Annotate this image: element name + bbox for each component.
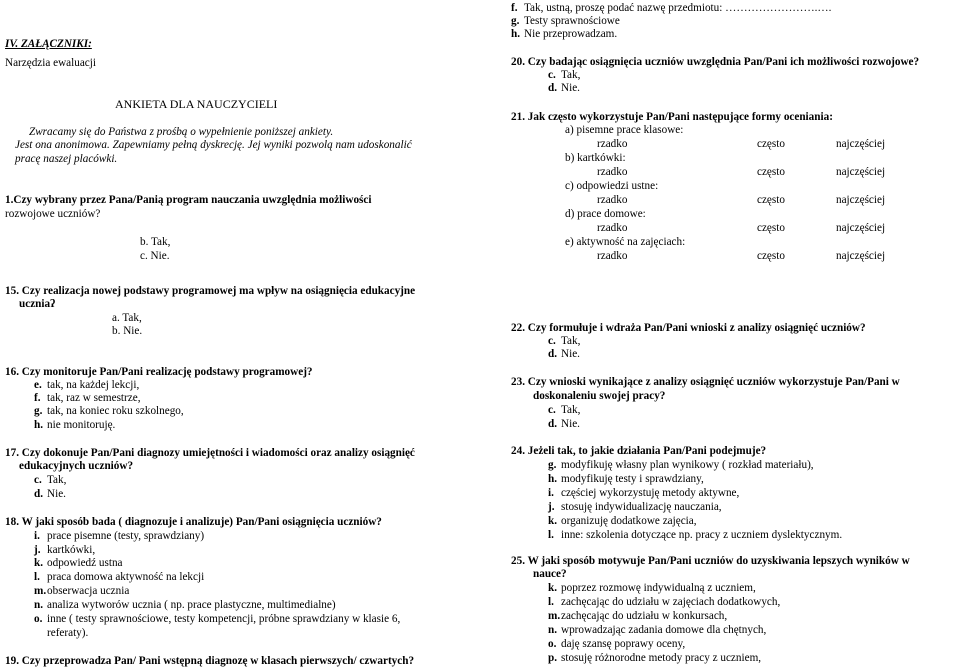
q17-option[interactable]: d. Nie. bbox=[34, 488, 66, 500]
q21-form-label: a) pisemne prace klasowe: bbox=[565, 124, 684, 136]
q1-option[interactable]: c. Nie. bbox=[140, 250, 170, 262]
q21-form-label: b) kartkówki: bbox=[565, 152, 626, 164]
q15-option[interactable]: b. Nie. bbox=[112, 325, 143, 337]
question-21: 21. Jak często wykorzystuje Pan/Pani następujące formy oceniania: bbox=[511, 111, 833, 123]
q25-option[interactable]: k. poprzez rozmowę indywidualną z uczniem, bbox=[548, 582, 756, 594]
q23-option[interactable]: d. Nie. bbox=[548, 418, 580, 430]
q24-option[interactable]: h. modyfikuję testy i sprawdziany, bbox=[548, 473, 704, 485]
q25-option[interactable]: p. stosuję różnorodne metody pracy z uczniem, bbox=[548, 652, 762, 664]
question-25-line-2: nauce? bbox=[533, 568, 567, 580]
q25-option[interactable]: l. zachęcając do udziału w zajęciach dodatkowych, bbox=[548, 596, 781, 608]
q24-option[interactable]: j. stosuję indywidualizację nauczania, bbox=[548, 501, 722, 513]
q19-option[interactable]: g. Testy sprawnościowe bbox=[511, 15, 620, 27]
scale-most-often[interactable]: najczęściej bbox=[836, 194, 886, 206]
q25-option[interactable]: n. wprowadzając zadania domowe dla chętnych, bbox=[548, 624, 767, 636]
q18-option[interactable]: j. kartkówki, bbox=[34, 544, 96, 556]
scale-rarely[interactable]: rzadko bbox=[597, 138, 628, 150]
scale-often[interactable]: często bbox=[757, 222, 785, 234]
question-19: 19. Czy przeprowadza Pan/ Pani wstępną diagnozę w klasach pierwszych/ czwartych? bbox=[5, 655, 415, 667]
scale-often[interactable]: często bbox=[757, 194, 785, 206]
question-1-line-2: rozwojowe uczniów? bbox=[5, 208, 101, 220]
q15-option[interactable]: a. Tak, bbox=[112, 312, 142, 324]
q18-option[interactable]: o. inne ( testy sprawnościowe, testy kompetencji, próbne sprawdziany w klasie 6, bbox=[34, 613, 401, 625]
q21-scale-row bbox=[597, 194, 885, 207]
q21-scale-row bbox=[597, 222, 885, 235]
q21-form-label: d) prace domowe: bbox=[565, 208, 646, 220]
q21-form-label: c) odpowiedzi ustne: bbox=[565, 180, 659, 192]
scale-rarely[interactable]: rzadko bbox=[597, 222, 628, 234]
q18-option[interactable]: k. odpowiedź ustna bbox=[34, 557, 123, 569]
scale-most-often[interactable]: najczęściej bbox=[836, 166, 886, 178]
scale-rarely[interactable]: rzadko bbox=[597, 250, 628, 262]
survey-title: ANKIETA DLA NAUCZYCIELI bbox=[115, 97, 278, 111]
q24-option[interactable]: l. inne: szkolenia dotyczące np. pracy z uczniem dyslektycznym. bbox=[548, 529, 843, 541]
q21-scale-row bbox=[597, 166, 885, 179]
scale-rarely[interactable]: rzadko bbox=[597, 166, 628, 178]
q21-scale-row bbox=[597, 250, 885, 263]
q16-option[interactable]: e. tak, na każdej lekcji, bbox=[34, 379, 140, 391]
q18-option[interactable]: l. praca domowa aktywność na lekcji bbox=[34, 571, 205, 583]
q22-option[interactable]: c. Tak, bbox=[548, 335, 581, 347]
scale-rarely[interactable]: rzadko bbox=[597, 194, 628, 206]
question-15-line-2: uczniaʔ bbox=[19, 298, 56, 310]
q19-option[interactable]: f. Tak, ustną, proszę podać nazwę przedmiotu: …………………….…. bbox=[511, 2, 832, 14]
q18-option[interactable]: n. analiza wytworów ucznia ( np. prace plastyczne, multimedialne) bbox=[34, 599, 336, 611]
question-18: 18. W jaki sposób bada ( diagnozuje i analizuje) Pan/Pani osiągnięcia uczniów? bbox=[5, 516, 382, 528]
appendix-heading: IV. ZAŁĄCZNIKI: bbox=[5, 38, 92, 50]
question-23-line-1: 23. Czy wnioski wynikające z analizy osiągnięć uczniów wykorzystuje Pan/Pani w bbox=[511, 376, 900, 388]
q22-option[interactable]: d. Nie. bbox=[548, 348, 580, 360]
q21-scale-row bbox=[597, 138, 885, 151]
q25-option[interactable]: o. daję szansę poprawy oceny, bbox=[548, 638, 686, 650]
question-24: 24. Jeżeli tak, to jakie działania Pan/Pani podejmuje? bbox=[511, 445, 767, 457]
q18-option[interactable]: m.obserwacja ucznia bbox=[34, 585, 130, 597]
intro-line-3: pracę naszej placówki. bbox=[15, 153, 118, 165]
q21-form-label: e) aktywność na zajęciach: bbox=[565, 236, 686, 248]
intro-line-1: Zwracamy się do Państwa z prośbą o wypełnienie poniższej ankiety. bbox=[29, 126, 334, 138]
q24-option[interactable]: k. organizuję dodatkowe zajęcia, bbox=[548, 515, 697, 527]
q17-option[interactable]: c. Tak, bbox=[34, 474, 67, 486]
scale-most-often[interactable]: najczęściej bbox=[836, 250, 886, 262]
q23-option[interactable]: c. Tak, bbox=[548, 404, 581, 416]
question-25-line-1: 25. W jaki sposób motywuje Pan/Pani uczniów do uzyskiwania lepszych wyników w bbox=[511, 555, 910, 567]
q16-option[interactable]: f. tak, raz w semestrze, bbox=[34, 392, 141, 404]
q20-option[interactable]: d. Nie. bbox=[548, 82, 580, 94]
subheading: Narzędzia ewaluacji bbox=[5, 57, 96, 69]
q16-option[interactable]: g. tak, na koniec roku szkolnego, bbox=[34, 405, 184, 417]
question-23-line-2: doskonaleniu swojej pracy? bbox=[533, 390, 666, 402]
q24-option[interactable]: g. modyfikuję własny plan wynikowy ( rozkład materiału), bbox=[548, 459, 814, 471]
scale-often[interactable]: często bbox=[757, 138, 785, 150]
question-16: 16. Czy monitoruje Pan/Pani realizację podstawy programowej? bbox=[5, 366, 313, 378]
q20-option[interactable]: c. Tak, bbox=[548, 69, 581, 81]
q16-option[interactable]: h. nie monitoruję. bbox=[34, 419, 116, 431]
question-1-line-1: 1.Czy wybrany przez Pana/Panią program nauczania uwzględnia możliwości bbox=[5, 194, 372, 206]
scale-often[interactable]: często bbox=[757, 166, 785, 178]
q25-option[interactable]: m.zachęcając do udziału w konkursach, bbox=[548, 610, 728, 622]
question-15-line-1: 15. Czy realizacja nowej podstawy programowej ma wpływ na osiągnięcia edukacyjne bbox=[5, 285, 416, 297]
question-17-line-1: 17. Czy dokonuje Pan/Pani diagnozy umiejętności i wiadomości oraz analizy osiągnięć bbox=[5, 447, 415, 459]
scale-often[interactable]: często bbox=[757, 250, 785, 262]
q19-option[interactable]: h. Nie przeprowadzam. bbox=[511, 28, 618, 40]
q1-option[interactable]: b. Tak, bbox=[140, 236, 171, 248]
scale-most-often[interactable]: najczęściej bbox=[836, 222, 886, 234]
question-20: 20. Czy badając osiągnięcia uczniów uwzględnia Pan/Pani ich możliwości rozwojowe? bbox=[511, 56, 920, 68]
q24-option[interactable]: i. częściej wykorzystuję metody aktywne, bbox=[548, 487, 740, 499]
question-17-line-2: edukacyjnych uczniów? bbox=[19, 460, 134, 472]
scale-most-often[interactable]: najczęściej bbox=[836, 138, 886, 150]
question-22: 22. Czy formułuje i wdraża Pan/Pani wnioski z analizy osiągnięć uczniów? bbox=[511, 322, 866, 334]
intro-line-2: Jest ona anonimowa. Zapewniamy pełną dyskrecję. Jej wyniki pozwolą nam udoskonalić bbox=[15, 139, 412, 151]
q18-option-continuation: referaty). bbox=[47, 627, 89, 639]
q18-option[interactable]: i. prace pisemne (testy, sprawdziany) bbox=[34, 530, 205, 542]
